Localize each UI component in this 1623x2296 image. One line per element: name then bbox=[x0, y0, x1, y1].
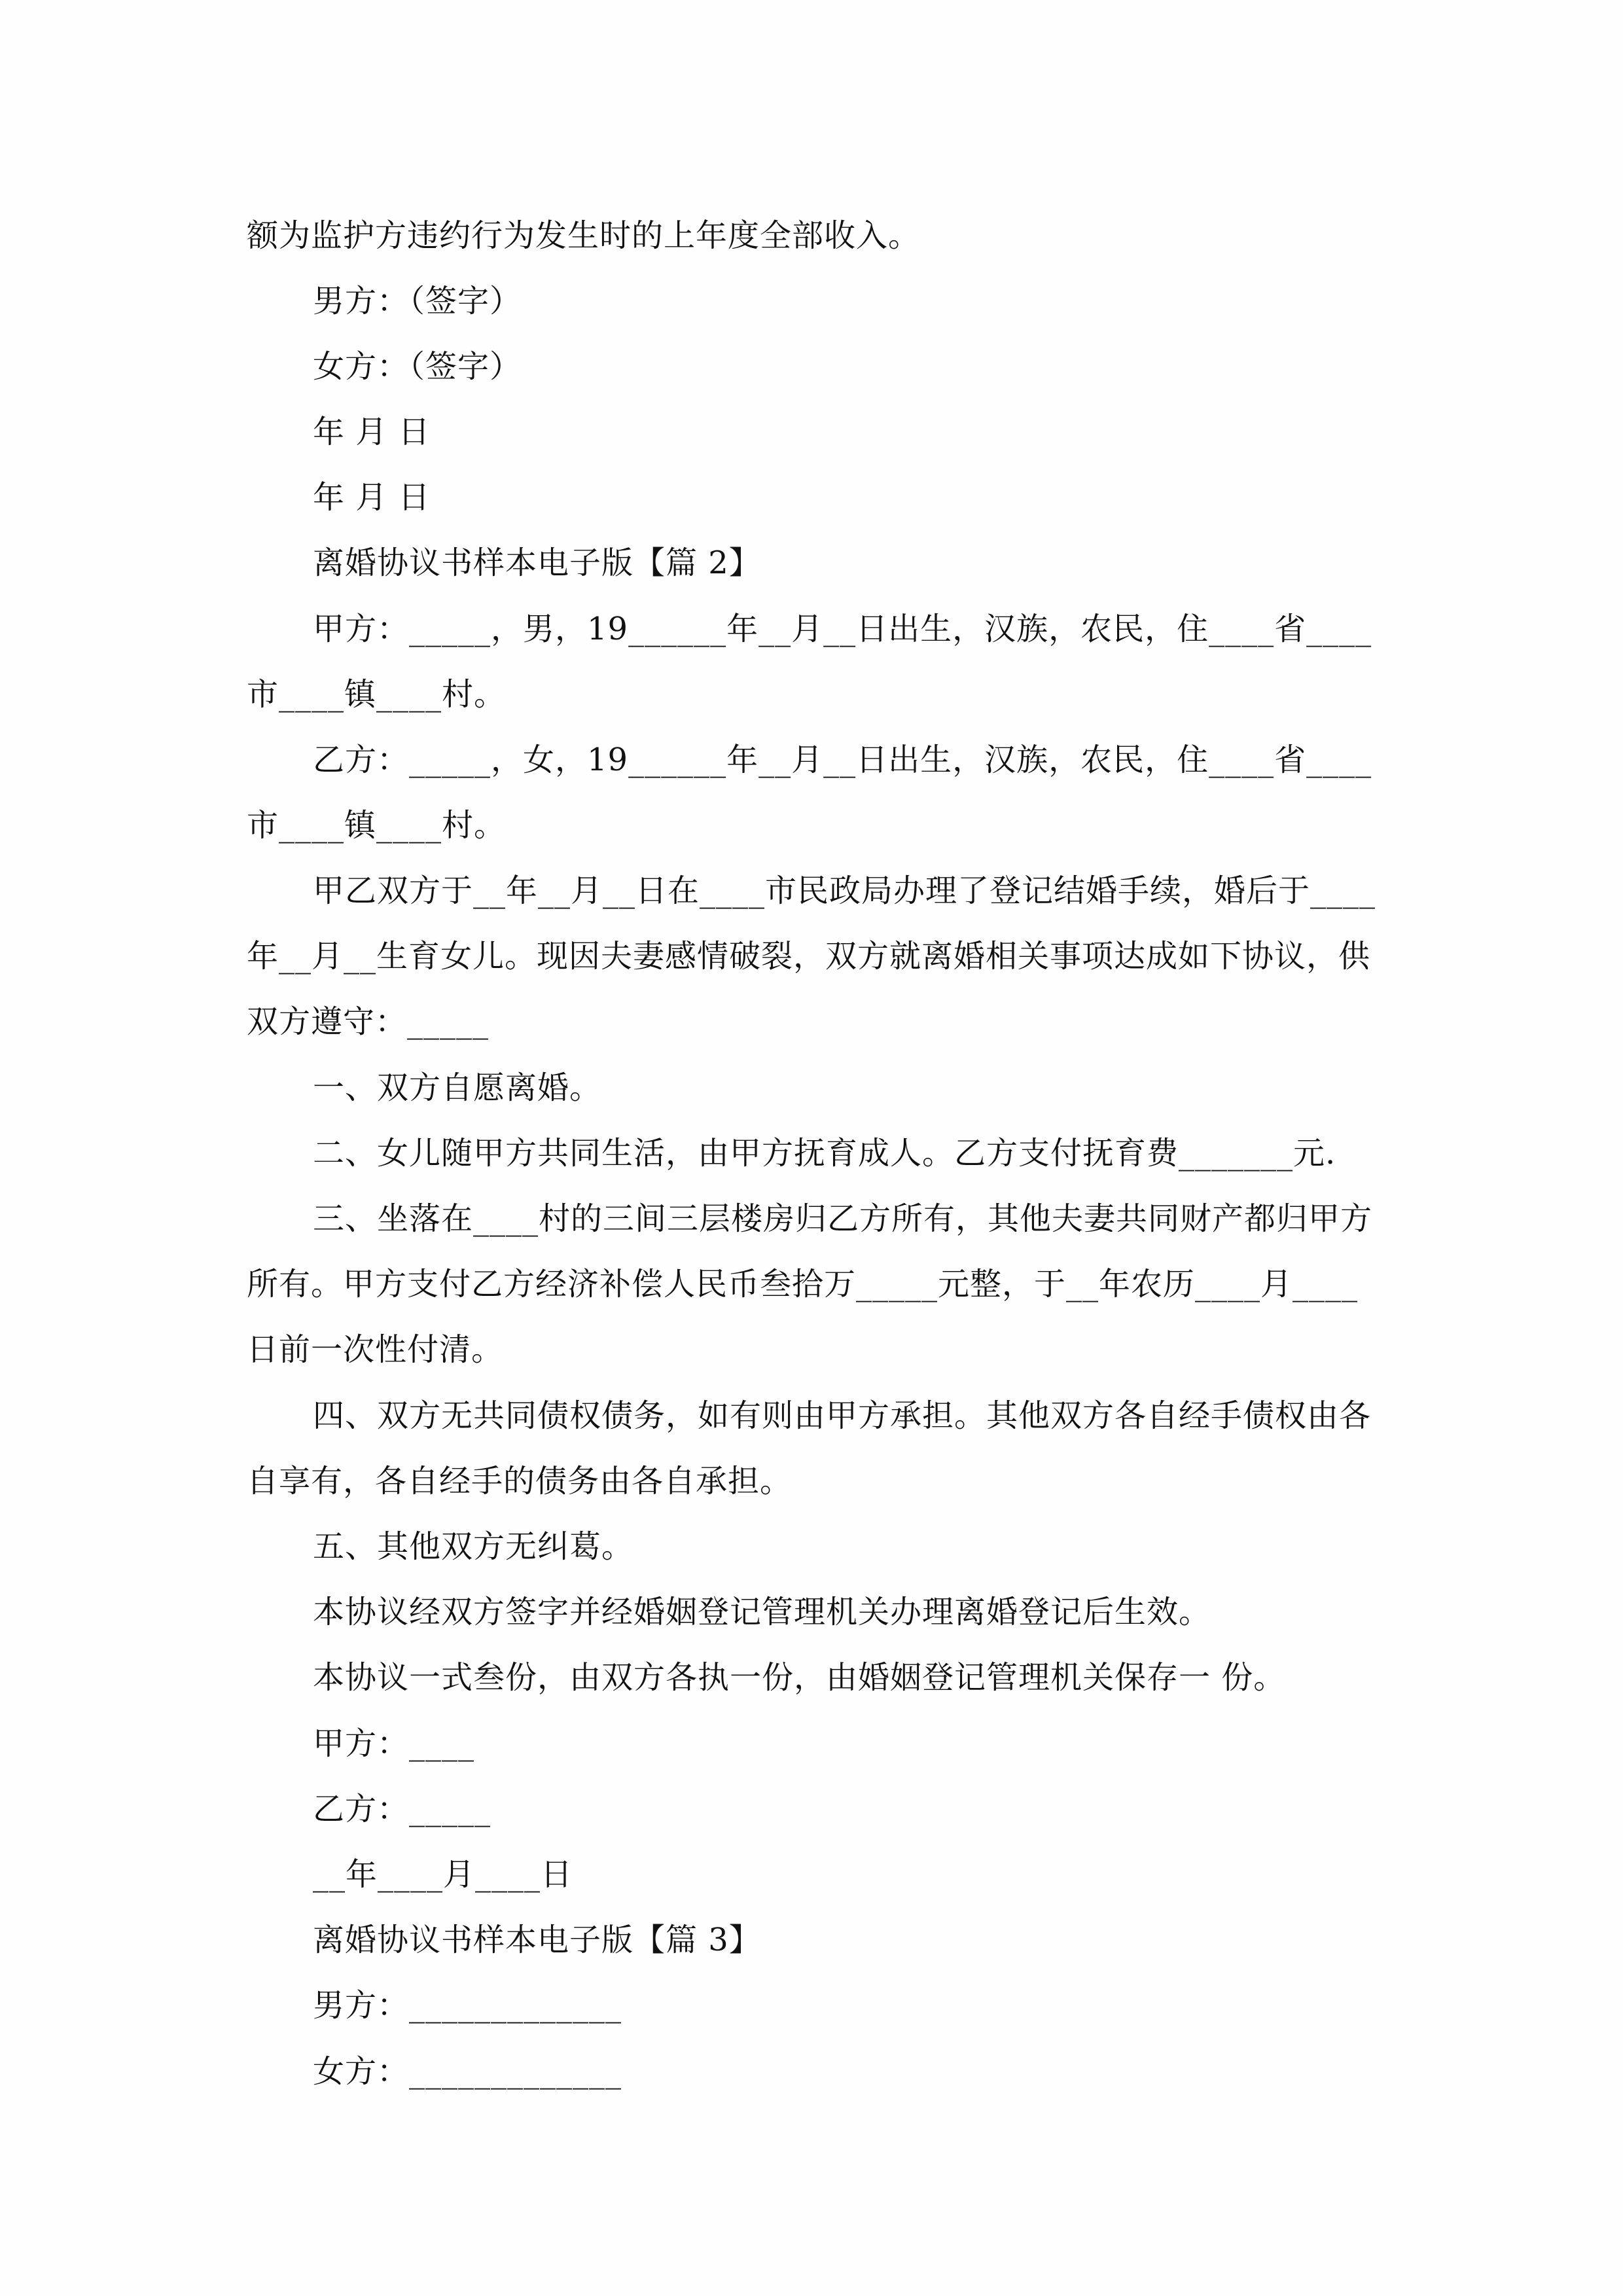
date-line: __年____月____日 bbox=[313, 1856, 573, 1893]
clause-3-cont: 日前一次性付清。 bbox=[247, 1331, 504, 1368]
signature-party-b: 乙方：_____ bbox=[313, 1791, 491, 1827]
clause-4: 四、双方无共同债权债务，如有则由甲方承担。其他双方各自经手债权由各 bbox=[313, 1397, 1372, 1434]
party-a-info: 甲方：_____，男，19______年__月__日出生，汉族，农民，住____省____ bbox=[313, 611, 1372, 647]
date-line: 年 月 日 bbox=[313, 414, 431, 450]
male-party-field: 男方：_____________ bbox=[313, 1987, 622, 2024]
clause-4-cont: 自享有，各自经手的债务由各自承担。 bbox=[247, 1463, 793, 1499]
clause-5: 五、其他双方无纠葛。 bbox=[313, 1528, 634, 1565]
signature-male: 男方：（签字） bbox=[313, 283, 522, 319]
effectiveness-clause: 本协议经双方签字并经婚姻登记管理机关办理离婚登记后生效。 bbox=[313, 1594, 1211, 1630]
female-party-field: 女方：_____________ bbox=[313, 2053, 622, 2090]
party-b-address: 市____镇____村。 bbox=[247, 807, 507, 844]
signature-party-a: 甲方：____ bbox=[313, 1725, 475, 1762]
copies-clause: 本协议一式叁份，由双方各执一份，由婚姻登记管理机关保存一 份。 bbox=[313, 1659, 1286, 1696]
paragraph-line: 甲乙双方于__年__月__日在____市民政局办理了登记结婚手续，婚后于____ bbox=[313, 872, 1376, 909]
party-a-address: 市____镇____村。 bbox=[247, 676, 507, 713]
section-heading-2: 离婚协议书样本电子版【篇 2】 bbox=[313, 545, 761, 581]
paragraph-line: 额为监护方违约行为发生时的上年度全部收入。 bbox=[247, 217, 921, 254]
section-heading-3: 离婚协议书样本电子版【篇 3】 bbox=[313, 1922, 761, 1958]
clause-2: 二、女儿随甲方共同生活，由甲方抚育成人。乙方支付抚育费_______元. bbox=[313, 1135, 1336, 1172]
signature-female: 女方：（签字） bbox=[313, 348, 522, 385]
clause-3-cont: 所有。甲方支付乙方经济补偿人民币叁拾万_____元整，于__年农历____月____ bbox=[247, 1266, 1359, 1302]
date-line: 年 月 日 bbox=[313, 479, 431, 516]
clause-1: 一、双方自愿离婚。 bbox=[313, 1069, 602, 1106]
clause-3: 三、坐落在____村的三间三层楼房归乙方所有，其他夫妻共同财产都归甲方 bbox=[313, 1200, 1373, 1237]
paragraph-line: 双方遵守：_____ bbox=[247, 1003, 490, 1040]
party-b-info: 乙方：_____，女，19______年__月__日出生，汉族，农民，住____省____ bbox=[313, 742, 1372, 778]
paragraph-line: 年__月__生育女儿。现因夫妻感情破裂，双方就离婚相关事项达成如下协议，供 bbox=[247, 938, 1371, 975]
